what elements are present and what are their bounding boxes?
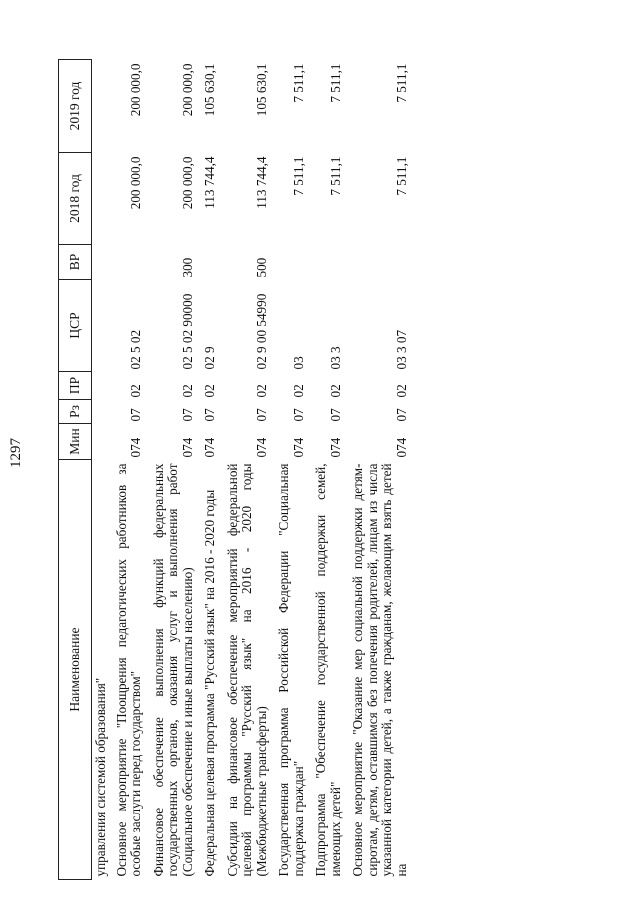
row-vr — [312, 245, 349, 280]
row-rz — [92, 400, 113, 424]
row-name: Основное мероприятие "Поощрения педагогических работников за особые заслуги перед государством" — [113, 463, 144, 877]
row-min: 074 — [202, 437, 218, 458]
row-name: управления системой образования" — [93, 677, 108, 877]
row-2018 — [92, 153, 113, 245]
row-2019: 105 630,1 — [202, 63, 218, 117]
row-pr: 02 — [253, 384, 269, 398]
rotated-page-content — [58, 60, 576, 880]
row-name: Федеральная целевая программа "Русский язык" на 2016 - 2020 годы — [202, 489, 218, 877]
row-2019 — [92, 60, 113, 153]
row-pr: 02 — [128, 384, 144, 398]
row-2019: 200 000,0 — [179, 63, 195, 117]
row-min — [92, 424, 113, 460]
row-min: 074 — [393, 437, 409, 458]
header-2018: 2018 год — [59, 153, 92, 245]
row-csr — [92, 280, 113, 372]
row-csr: 03 — [290, 356, 306, 370]
table-row — [275, 60, 312, 880]
row-csr: 02 5 02 90000 — [179, 293, 195, 370]
row-rz: 07 — [202, 408, 218, 422]
table-row — [201, 60, 224, 880]
row-pr — [92, 372, 113, 400]
row-vr — [275, 245, 312, 280]
table-row — [92, 60, 113, 880]
row-rz: 07 — [128, 408, 144, 422]
table-row — [150, 60, 202, 880]
row-pr: 02 — [202, 384, 218, 398]
row-csr: 03 3 — [327, 346, 343, 370]
row-pr: 02 — [327, 384, 343, 398]
row-2018: 7 511,1 — [290, 156, 306, 196]
row-rz: 07 — [179, 408, 195, 422]
row-rz: 07 — [290, 408, 306, 422]
row-2019: 7 511,1 — [290, 63, 306, 103]
row-2019: 200 000,0 — [128, 63, 144, 117]
row-2019: 105 630,1 — [253, 63, 269, 117]
row-vr — [201, 245, 224, 280]
table-row — [113, 60, 150, 880]
row-2018: 113 744,4 — [202, 156, 218, 209]
row-csr: 03 3 07 — [393, 329, 409, 370]
row-pr: 02 — [393, 384, 409, 398]
row-min: 074 — [128, 437, 144, 458]
table-row — [224, 60, 276, 880]
row-2018: 7 511,1 — [327, 156, 343, 196]
row-name: Подпрограмма "Обеспечение государственной поддержки семей, имеющих детей" — [313, 463, 343, 877]
header-name: Наименование — [59, 460, 92, 880]
header-rz: Рз — [59, 400, 92, 424]
table-row — [312, 60, 349, 880]
row-2018: 7 511,1 — [393, 156, 409, 196]
header-min: Мин — [59, 424, 92, 460]
row-2019: 7 511,1 — [393, 63, 409, 103]
row-min: 074 — [327, 437, 343, 458]
row-rz: 07 — [253, 408, 269, 422]
header-vr: ВР — [59, 245, 92, 280]
table-header-row — [59, 60, 92, 880]
row-min: 074 — [253, 437, 269, 458]
row-name: Основное мероприятие "Оказание мер социальной поддержки детям-сиротам, детям, оставшимся без попечения родителей, лицам из числа указанной категории детей, а также гражданам, желающим взять детей на — [350, 463, 409, 877]
row-rz: 07 — [327, 408, 343, 422]
table-row — [349, 60, 415, 880]
row-rz: 07 — [393, 408, 409, 422]
row-pr: 02 — [290, 384, 306, 398]
row-vr — [92, 245, 113, 280]
row-2018: 113 744,4 — [253, 156, 269, 209]
row-pr: 02 — [179, 384, 195, 398]
row-min: 074 — [179, 437, 195, 458]
row-2019: 7 511,1 — [327, 63, 343, 103]
row-csr: 02 9 00 54990 — [253, 293, 269, 370]
row-vr — [113, 245, 150, 280]
table-body — [92, 60, 416, 880]
row-name: Государственная программа Российской Федерации "Социальная поддержка граждан" — [276, 463, 306, 877]
row-name: Финансовое обеспечение выполнения функций федеральных государственных органов, оказания услуг и выполнения работ (Социальное обеспечение и иные выплаты населению) — [150, 463, 195, 877]
row-vr: 300 — [179, 257, 195, 278]
header-pr: ПР — [59, 372, 92, 400]
row-vr — [349, 245, 415, 280]
page-number: 1297 — [8, 438, 24, 468]
row-name: Субсидии на финансовое обеспечение мероприятий федеральной целевой программы "Русский язык" на 2016 - 2020 годы (Межбюджетные трансферты) — [224, 463, 269, 877]
row-min: 074 — [290, 437, 306, 458]
header-csr: ЦСР — [59, 280, 92, 372]
header-2019: 2019 год — [59, 60, 92, 153]
row-csr: 02 9 — [202, 346, 218, 370]
row-csr: 02 5 02 — [128, 329, 144, 370]
row-2018: 200 000,0 — [128, 156, 144, 210]
budget-table — [58, 59, 415, 880]
row-vr: 500 — [253, 257, 269, 278]
row-2018: 200 000,0 — [179, 156, 195, 210]
